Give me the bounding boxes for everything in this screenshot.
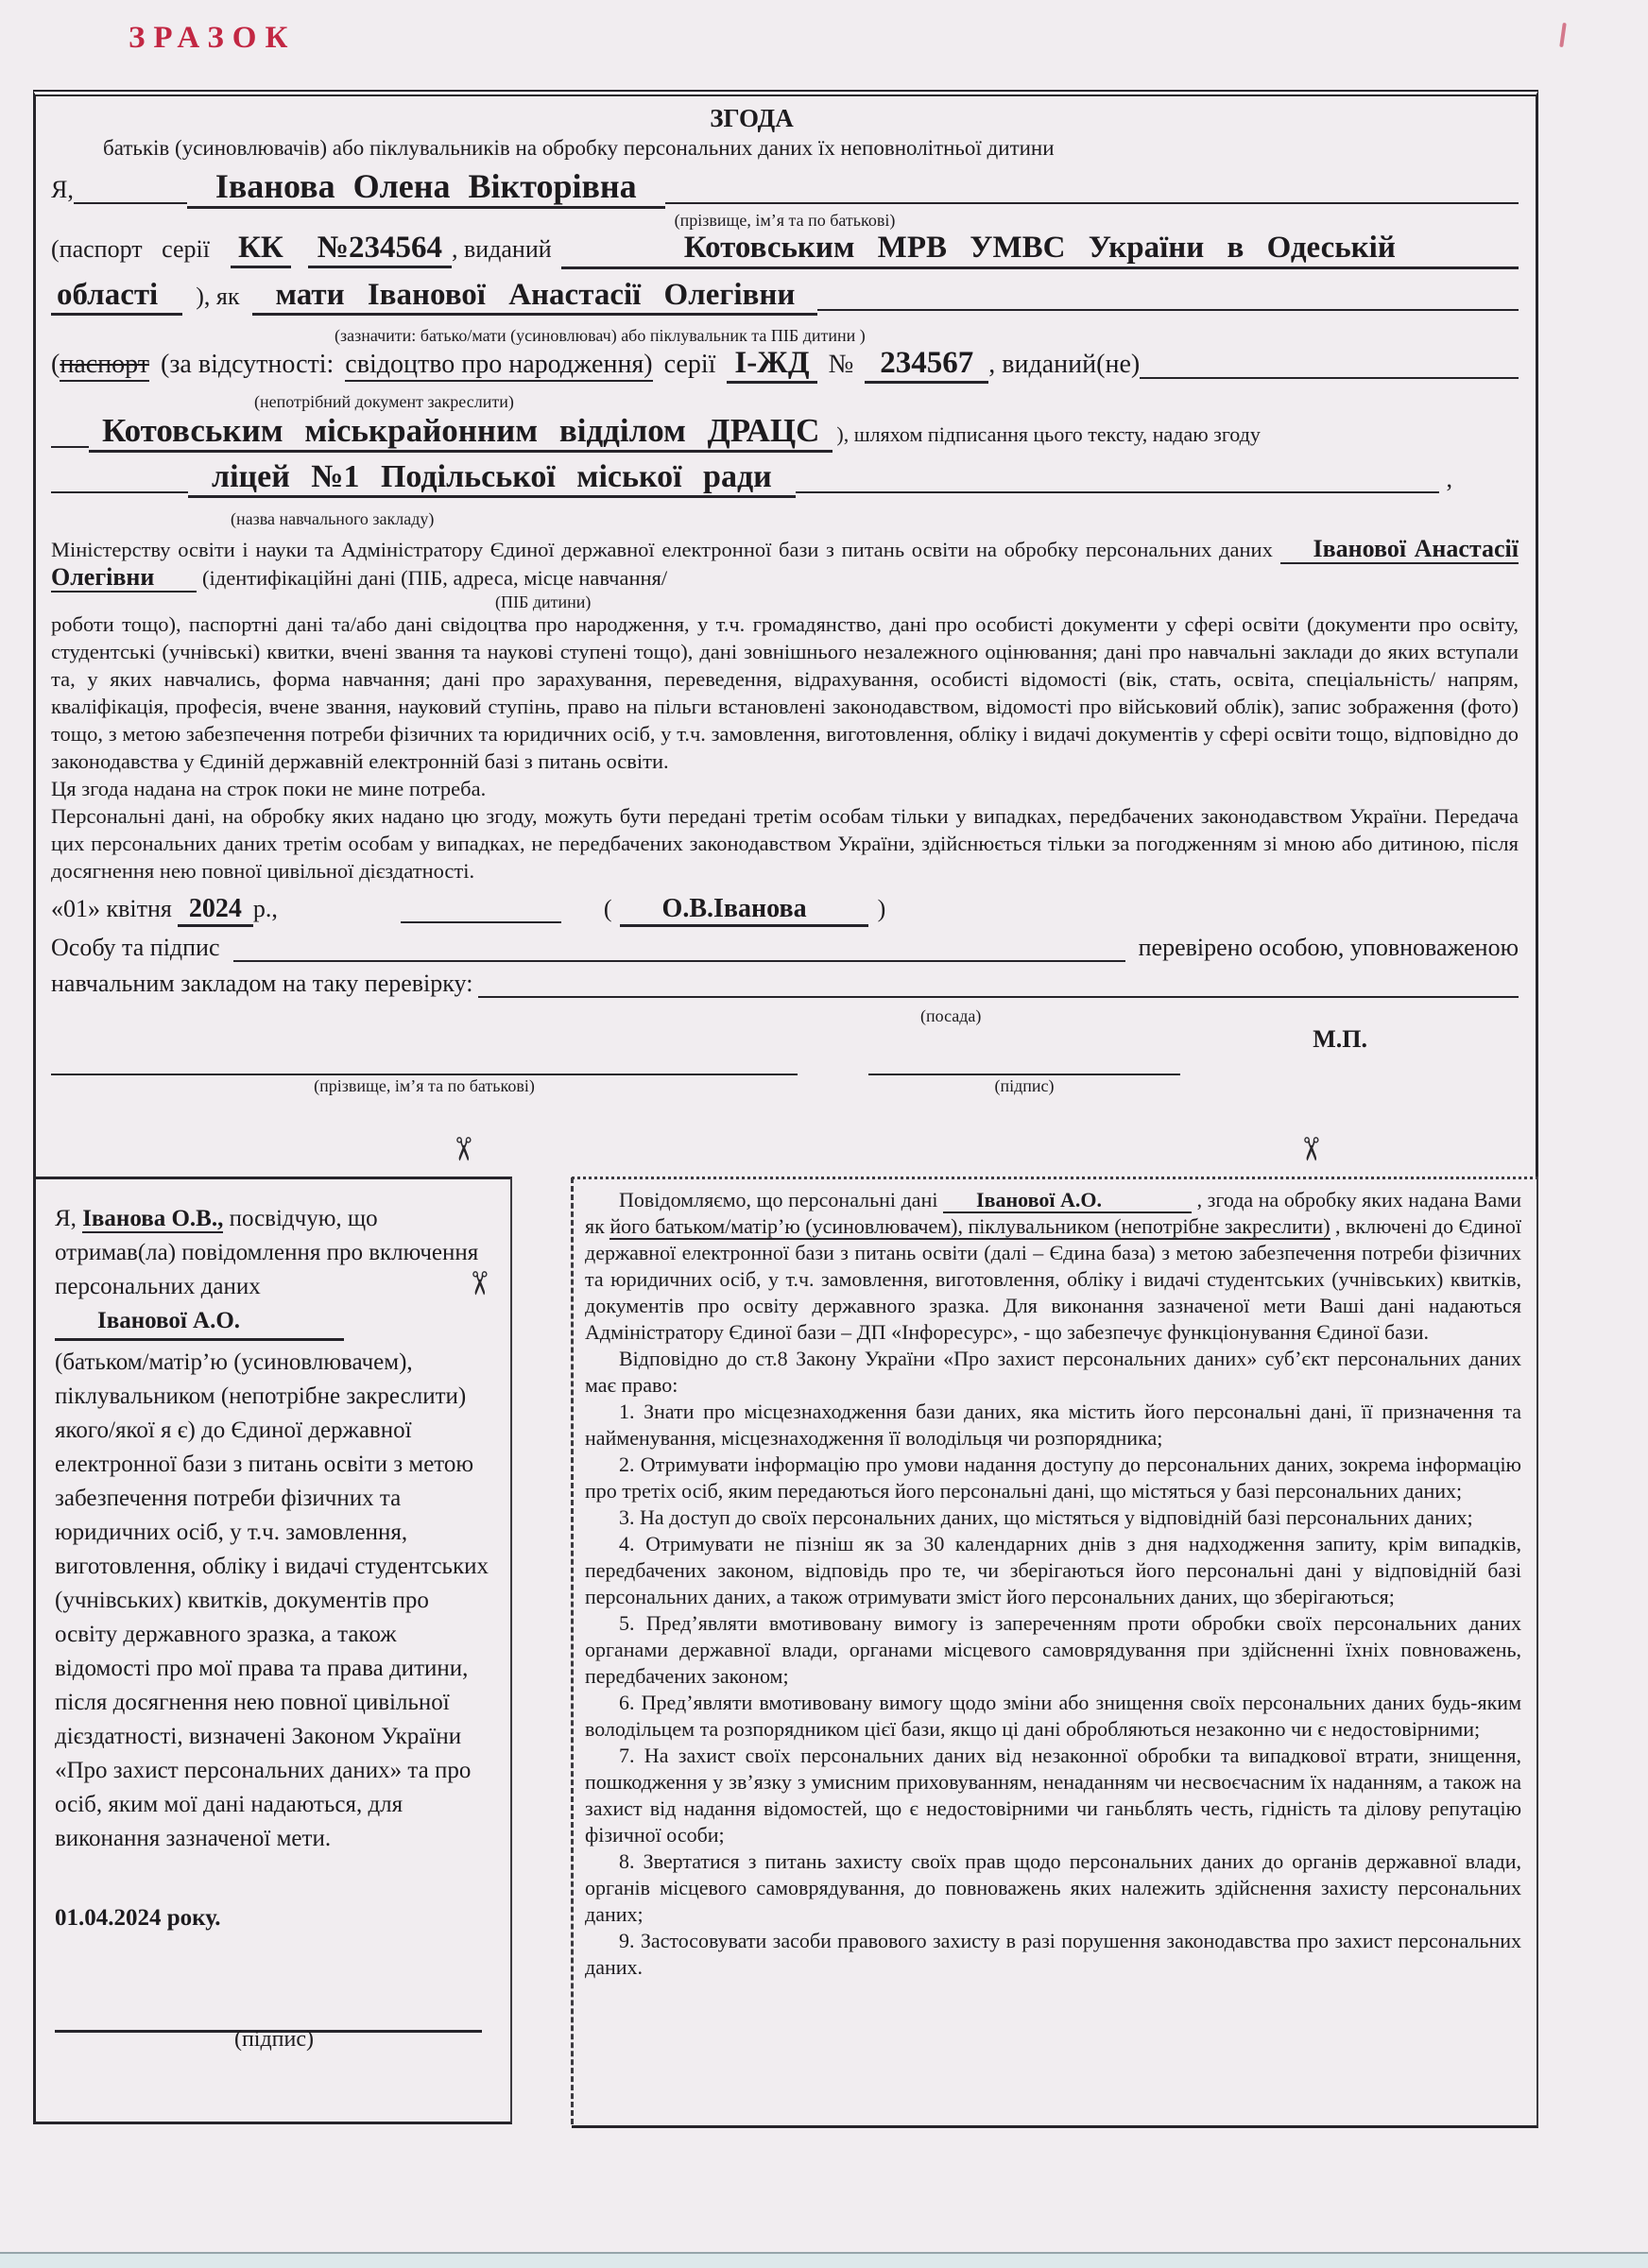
signature-name-value: О.В.Іванова [620, 894, 868, 927]
blank-line [401, 921, 561, 923]
birth-cert-label: свідоцтво про народження) [345, 350, 652, 382]
scissors-icon: ✂ [1291, 1135, 1330, 1163]
notice-child-name-value: Іванової А.О. [943, 1188, 1192, 1213]
parent-name-value: Іванова Олена Вікторівна [187, 166, 665, 209]
verify-label-3: навчальним закладом на таку перевірку: [51, 970, 473, 997]
sig-name-caption: (прізвище, ім’я та по батькові) [314, 1076, 535, 1095]
passport-label: (паспорт серії [51, 235, 210, 263]
blank-line [1140, 377, 1519, 379]
school-name-value: ліцей №1 Подільської міської ради [188, 459, 796, 498]
verify-label-1: Особу та підпис [51, 934, 220, 961]
consent-paragraph-2: роботи тощо), паспортні дані та/або дані свідоцтва про народження, у т.ч. громадянство, дані про особисті документи у сфері освіти (документи про освіту, студентські (учнівські) квитки, вчені звання та наукові ступені тощо), дані зовнішнього незалежного оцінювання; дані про навчальні заклади до яких вступали та, у яких навчались, форма навчання; дані про зарахування, переведення, відрахування, особисті відомості (вік, стать, освіта, спеціальність/ напрям, кваліфікація, професія, вчене звання, науковий ступінь, право на пільги встановлені законодавством, відомості про військовий облік), запис зображення (фото) тощо, з метою забезпечення потреби фізичних та юридичних осіб, у т.ч. замовлення, виготовлення, обліку і видачі документів у сфері освіти тощо, відповідно до законодавства у Єдиній державній електронній базі з питань освіти. [51, 612, 1519, 773]
blank-line [233, 960, 1125, 962]
notice-paragraph-2: Відповідно до ст.8 Закону України «Про захист персональних даних» суб’єкт персональних даних має право: [585, 1347, 1521, 1397]
as-label: ), як [196, 283, 240, 310]
notice-p1-mid: , згода на обробку яких надана Вами як [585, 1188, 1522, 1238]
scissors-icon: ✂ [443, 1135, 482, 1163]
school-caption: (назва навчального закладу) [231, 509, 435, 528]
paren-open: ( [603, 895, 612, 922]
birth-caption: (непотрібний документ закреслити) [254, 392, 514, 411]
role-caption: (зазначити: батько/мати (усиновлювач) або піклувальник та ПІБ дитини ) [335, 326, 866, 345]
scanner-edge [0, 2252, 1648, 2268]
blank-line [74, 202, 187, 204]
p1-start-text: Міністерству освіти і науки та Адміністратору Єдиної державної електронної бази з питань освіти на обробку персональних даних [51, 538, 1273, 561]
sample-stamp: ЗРАЗОК [129, 21, 297, 55]
seal-placeholder-label: М.П. [1313, 1025, 1367, 1053]
passport-row-2 [51, 278, 1519, 325]
issued-by-label: , виданий [451, 235, 552, 263]
paren: ( [51, 350, 60, 379]
passport-row [51, 231, 1519, 278]
date-label: «01» квітня [51, 895, 172, 922]
year-suffix: р., [252, 895, 278, 922]
rights-item: 7. На захист своїх персональних даних від незаконної обробки та випадкової втрати, знищення, пошкодження у зв’язку з умисним приховуванням, ненаданням чи несвоєчасним їх наданням, а також на захист від надання відомостей, що є недостовірними чи ганьблять честь, гідність та ділову репутацію фізичної особи; [585, 1744, 1521, 1847]
passport-issuer-value: Котовським МРВ УМВС України в Одеській [561, 231, 1519, 269]
sig-sign-caption: (підпис) [994, 1076, 1055, 1095]
parent-name-caption: (прізвище, ім’я та по батькові) [674, 211, 896, 230]
parent-name-row [51, 166, 1519, 210]
notice-p1-prefix: Повідомляємо, що персональні дані [619, 1188, 938, 1211]
school-row [51, 459, 1519, 508]
signature-captions-row [51, 1075, 1519, 1096]
verify-row-1 [51, 934, 1519, 970]
rights-item: 2. Отримувати інформацію про умови надання доступу до персональних даних, зокрема інформацію про третіх осіб, яким передаються його персональні дані, що містяться у базі персональних даних; [585, 1452, 1521, 1503]
verify-row-2 [51, 970, 1519, 1005]
ack-signature-line-row [55, 2009, 493, 2022]
document-title: ЗГОДА [710, 104, 794, 132]
rights-item: 8. Звертатися з питань захисту своїх прав щодо персональних даних до органів державної влади, органів місцевого самоврядування, до повноважень яких належить здійснення захисту персональних даних; [585, 1849, 1521, 1926]
blank-line [817, 309, 1519, 311]
passport-number-value: №234564 [308, 231, 452, 268]
consent-paragraph-1 [51, 535, 1519, 592]
blank-line [51, 446, 89, 448]
if-absent-label: (за відсутності: [161, 350, 335, 379]
ack-child-name-row [55, 1304, 493, 1346]
notice-p1-rest: , включені до Єдиної державної електронної бази з питань освіти (далі – Єдина база) з метою забезпечення потреби фізичних та юридичних осіб, у т.ч. замовлення, виготовлення, обліку і видачі студентських (учнівських) квитків, документів про освіту державного зразка. Для виконання зазначеної мети Ваші дані надаються Адміністратору Єдиної бази – ДП «Інфоресурс», - що забезпечує функціонування Єдиної бази. [585, 1214, 1522, 1344]
comma: , [1446, 465, 1452, 492]
blank-line [478, 996, 1519, 998]
acknowledgement-box [33, 1177, 512, 2124]
notice-underlined-role: його батьком/матір’ю (усиновлювачем), піклувальником (непотрібне закреслити) [609, 1214, 1330, 1238]
paren-close: ) [877, 895, 886, 922]
series-label: серії [663, 350, 716, 379]
blank-line [665, 202, 1519, 204]
ack-p1-text: посвідчую, що отримав(ла) повідомлення про включення персональних даних [55, 1206, 479, 1299]
birth-certificate-row [51, 346, 1519, 391]
struck-passport-word: паспорт [60, 350, 149, 382]
passport-issuer-value-2: області [51, 278, 182, 316]
notice-box [572, 1177, 1538, 2128]
consent-form-box [33, 90, 1538, 1177]
red-ink-artifact [1559, 23, 1567, 47]
rights-item: 9. Застосовувати засоби правового захисту в разі порушення законодавства про захист персональних даних. [585, 1929, 1521, 1979]
signature-lines-row [51, 1062, 1519, 1075]
consent-paragraph-3: Ця згода надана на строк поки не мине потреба. [51, 777, 487, 800]
ya-label: Я, [51, 176, 74, 203]
rights-item: 6. Пред’являти вмотивовану вимогу щодо зміни або знищення своїх персональних даних будь-яким володільцем та розпорядником цієї бази, якщо ці дані обробляються незаконно чи є недостовірними; [585, 1691, 1521, 1741]
document-subtitle: батьків (усиновлювачів) або піклувальників на обробку персональних даних їх неповнолітньої дитини [103, 136, 1055, 160]
role-and-child-value: мати Іванової Анастасії Олегівни [252, 278, 817, 316]
verify-label-2: перевірено особою, уповноваженою [1138, 934, 1519, 961]
scissors-icon: ✂ [459, 1269, 498, 1297]
pib-caption: (ПІБ дитини) [495, 593, 592, 611]
rights-item: 5. Пред’являти вмотивовану вимогу із запереченням проти обробки своїх персональних даних органами державної влади, органами місцевого самоврядування при здійсненні їхніх повноважень, передбачених законом; [585, 1611, 1521, 1688]
ack-child-name-value: Іванової А.О. [55, 1304, 344, 1341]
notice-paragraph-1 [585, 1187, 1521, 1346]
p1-end-text: (ідентифікаційні дані (ПІБ, адреса, місце навчання/ [202, 566, 668, 590]
consent-paragraph-4: Персональні дані, на обробку яких надано цю згоду, можуть бути передані третім особам тільки у випадках, передбачених законодавством України. Передача цих персональних даних третім особам у випадках, не передбачених законодавством України, здійснюється тільки за погодженням зі мною або дитиною, після досягнення нею повної цивільної дієздатності. [51, 804, 1519, 883]
year-value: 2024 [178, 894, 253, 927]
blank-line [796, 491, 1439, 493]
ack-parent-name-value: Іванова О.В., [82, 1206, 224, 1231]
blank-line [51, 491, 188, 493]
ack-sign-caption: (підпис) [233, 2027, 315, 2052]
rights-item: 1. Знати про місцезнаходження бази даних, яка містить його персональні дані, її призначення та найменування, місцезнаходження її володільця чи розпорядника; [585, 1400, 1521, 1450]
child-name-value: Іванової Анастасії Олегівни [51, 535, 1519, 591]
dracs-row [51, 412, 1519, 459]
date-signature-row [51, 894, 1519, 934]
position-caption: (посада) [920, 1006, 982, 1025]
ack-date-value: 01.04.2024 року. [55, 1905, 221, 1931]
ack-paragraph-1 [55, 1202, 493, 1304]
ack-paragraph-2: (батьком/матір’ю (усиновлювачем), піклувальником (непотрібне закреслити) якого/якої я є) до Єдиної державної електронної бази з питань освіти з метою забезпечення потреби фізичних та юридичних осіб, у т.ч. замовлення, виготовлення, обліку і видачі студентських (учнівських) квитків, документів про освіту державного зразка, а також відомості про мої права та права дитини, після досягнення нею повної цивільної дієздатності, визначені Законом України «Про захист персональних даних» та про осіб, яким мої дані надаються, для виконання зазначеної мети. [55, 1349, 489, 1851]
dracs-issuer-value: Котовським міськрайонним відділом ДРАЦС [89, 412, 833, 453]
issued-not-label: , виданий(не) [988, 350, 1141, 379]
ack-ya-label: Я, [55, 1206, 77, 1231]
birth-number-value: 234567 [865, 346, 988, 384]
dracs-tail-label: ), шляхом підписання цього тексту, надаю згоду [836, 422, 1261, 446]
birth-series-value: І-ЖД [727, 346, 816, 384]
rights-item: 4. Отримувати не пізніш як за 30 календарних днів з дня надходження запиту, крім випадків, передбачених законом, відповідь про те, чи зберігаються його персональні дані у відповідній базі персональних даних, а також отримувати зміст його персональних даних, що зберігаються; [585, 1532, 1521, 1608]
number-sign: № [828, 350, 854, 379]
rights-item: 3. На доступ до своїх персональних даних, що містяться у відповідній базі персональних даних; [619, 1505, 1473, 1529]
passport-series-value: КК [231, 231, 291, 268]
